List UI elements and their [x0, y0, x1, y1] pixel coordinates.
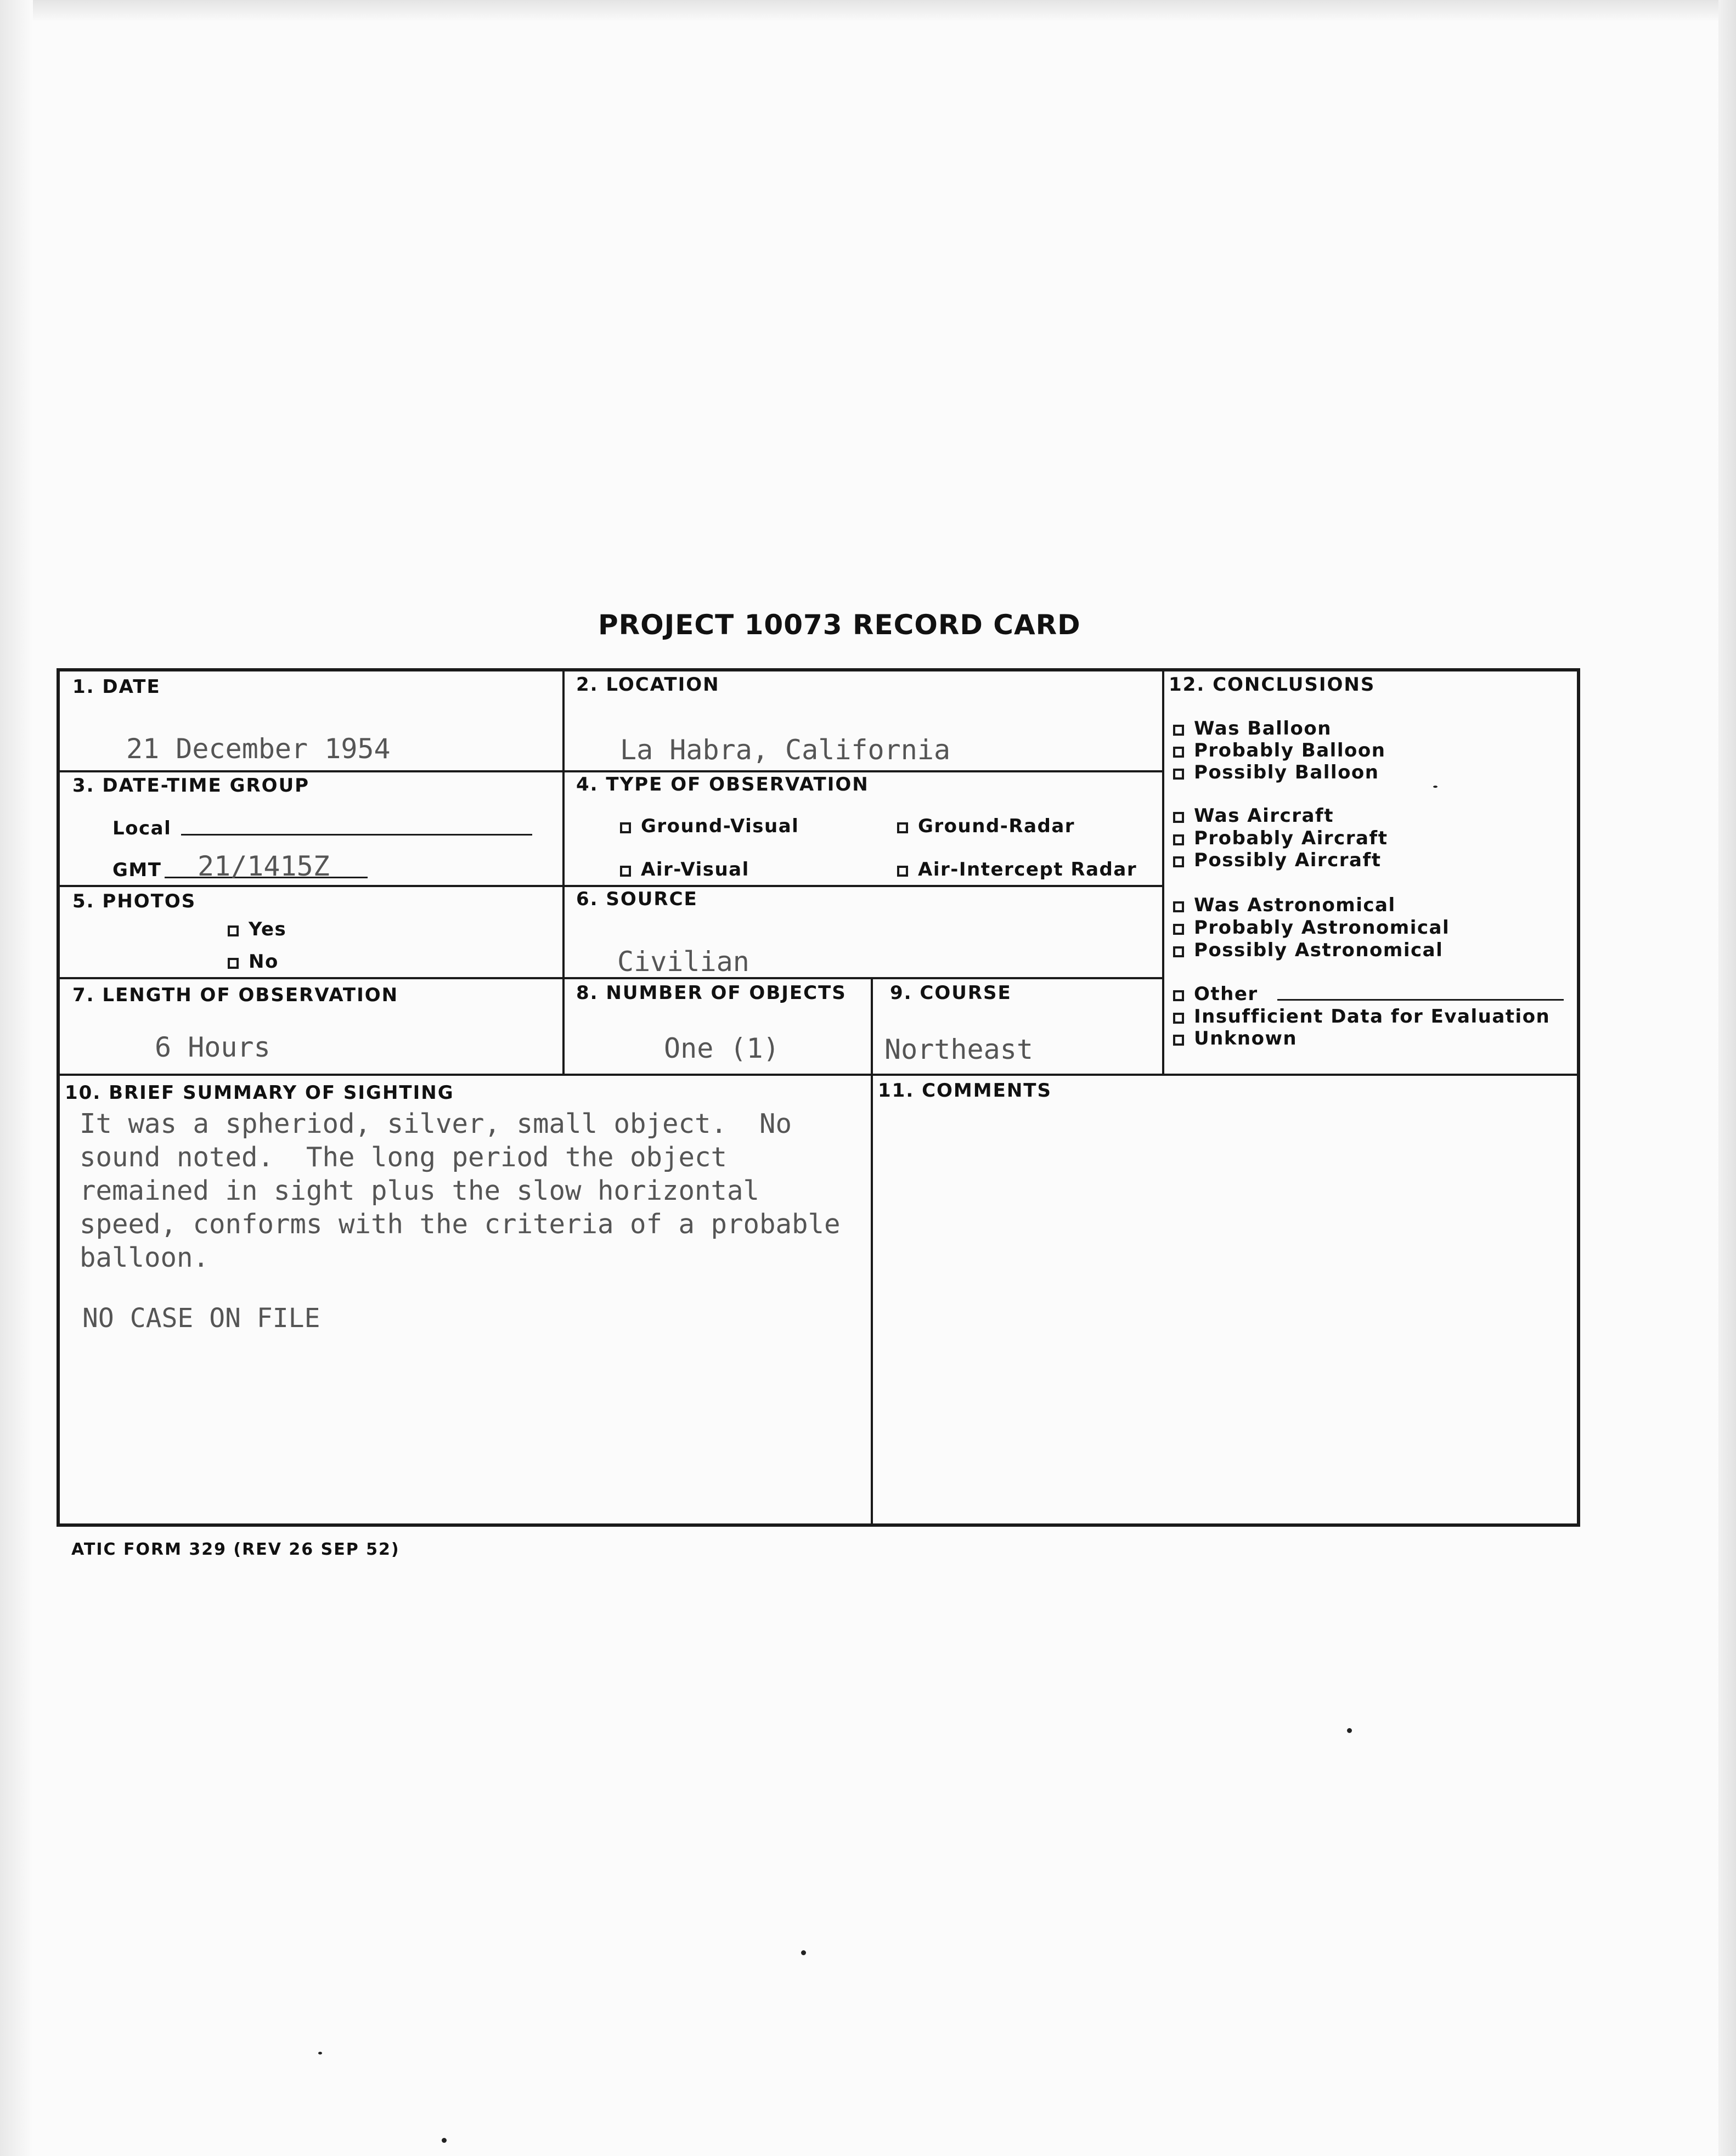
number-of-objects-label: 8. NUMBER OF OBJECTS [576, 982, 847, 1004]
scan-speck [318, 2052, 322, 2055]
local-underline [181, 834, 532, 836]
divider [562, 670, 565, 1074]
gmt-value: 21/1415Z [198, 850, 330, 882]
checkbox-icon [1173, 990, 1184, 1001]
comments-label: 11. COMMENTS [878, 1080, 1052, 1102]
scan-speck [1433, 786, 1438, 788]
conclusion-was-astronomical: Was Astronomical [1173, 894, 1396, 916]
conclusion-other: Other [1173, 983, 1258, 1005]
divider [59, 770, 1163, 772]
conclusion-was-aircraft: Was Aircraft [1173, 805, 1334, 827]
form-number: ATIC FORM 329 (REV 26 SEP 52) [71, 1540, 400, 1559]
checkbox-icon [1173, 769, 1184, 780]
photos-option-no: No [228, 951, 279, 973]
conclusion-unknown: Unknown [1173, 1028, 1297, 1049]
source-label: 6. SOURCE [576, 888, 698, 910]
obs-option-air-intercept-radar: Air-Intercept Radar [897, 859, 1137, 881]
conclusion-probably-astronomical: Probably Astronomical [1173, 917, 1450, 939]
no-case-on-file-note: NO CASE ON FILE [82, 1303, 320, 1334]
conclusion-was-balloon: Was Balloon [1173, 718, 1332, 740]
checkbox-icon [897, 866, 908, 877]
checkbox-icon [1173, 946, 1184, 957]
obs-option-ground-radar: Ground-Radar [897, 815, 1075, 837]
date-label: 1. DATE [72, 676, 161, 698]
gmt-label: GMT [112, 859, 162, 881]
type-of-observation-label: 4. TYPE OF OBSERVATION [576, 774, 869, 795]
checkbox-icon [1173, 812, 1184, 823]
scan-speck [442, 2138, 447, 2143]
conclusion-possibly-balloon: Possibly Balloon [1173, 761, 1379, 783]
page-right-edge [1718, 0, 1736, 2156]
course-value: Northeast [884, 1034, 1033, 1065]
checkbox-icon [1173, 1035, 1184, 1046]
checkbox-icon [620, 866, 631, 877]
conclusion-insufficient-data: Insufficient Data for Evaluation [1173, 1006, 1550, 1028]
conclusions-label: 12. CONCLUSIONS [1169, 674, 1376, 696]
page-left-shadow [0, 0, 33, 2156]
obs-option-ground-visual: Ground-Visual [620, 815, 799, 837]
obs-option-air-visual: Air-Visual [620, 859, 749, 881]
checkbox-icon [620, 822, 631, 833]
other-underline [1277, 999, 1564, 1001]
date-value: 21 December 1954 [126, 733, 391, 765]
conclusion-probably-balloon: Probably Balloon [1173, 740, 1385, 761]
divider [59, 977, 1163, 979]
local-label: Local [112, 817, 172, 839]
checkbox-icon [228, 925, 239, 936]
divider [59, 1074, 1578, 1076]
date-time-group-label: 3. DATE-TIME GROUP [72, 775, 310, 797]
checkbox-icon [1173, 1013, 1184, 1024]
conclusion-possibly-astronomical: Possibly Astronomical [1173, 939, 1443, 961]
location-label: 2. LOCATION [576, 674, 720, 696]
course-label: 9. COURSE [890, 982, 1012, 1004]
checkbox-icon [228, 958, 239, 969]
photos-option-yes: Yes [228, 918, 286, 940]
divider [871, 977, 873, 1074]
checkbox-icon [1173, 901, 1184, 912]
number-of-objects-value: One (1) [664, 1032, 780, 1064]
photos-label: 5. PHOTOS [72, 890, 196, 912]
page-top-shadow [0, 0, 1736, 22]
length-of-observation-value: 6 Hours [155, 1031, 270, 1063]
brief-summary-text: It was a spheriod, silver, small object. No sound noted. The long period the object remained in sight plus the slow horizontal speed, conforms with the criteria of a probable balloon. [80, 1108, 841, 1273]
checkbox-icon [1173, 747, 1184, 758]
checkbox-icon [1173, 856, 1184, 867]
conclusion-possibly-aircraft: Possibly Aircraft [1173, 849, 1382, 871]
checkbox-icon [1173, 725, 1184, 736]
scan-speck [801, 1950, 806, 1955]
checkbox-icon [897, 822, 908, 833]
checkbox-icon [1173, 924, 1184, 935]
divider [59, 885, 1163, 887]
source-value: Civilian [617, 946, 749, 978]
location-value: La Habra, California [620, 734, 951, 766]
card-title: PROJECT 10073 RECORD CARD [598, 609, 1081, 641]
checkbox-icon [1173, 834, 1184, 845]
scan-speck [1347, 1728, 1352, 1733]
length-of-observation-label: 7. LENGTH OF OBSERVATION [72, 984, 399, 1006]
divider [1162, 670, 1164, 1074]
brief-summary-label: 10. BRIEF SUMMARY OF SIGHTING [65, 1082, 454, 1104]
conclusion-probably-aircraft: Probably Aircraft [1173, 827, 1388, 849]
